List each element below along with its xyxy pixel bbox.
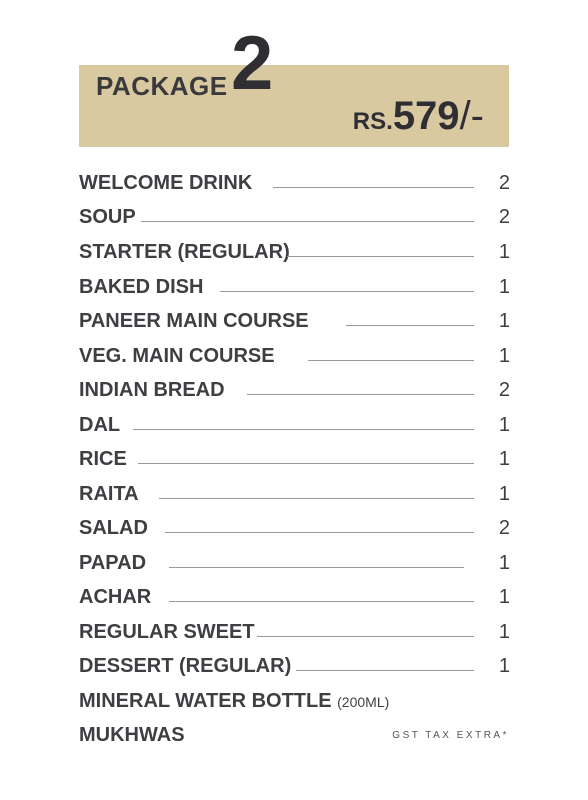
menu-item <box>79 413 510 437</box>
package-number: 2 <box>231 21 274 106</box>
menu-item-name: REGULAR SWEET <box>79 621 255 643</box>
leader-line <box>169 567 464 568</box>
menu-item <box>79 482 510 506</box>
menu-item <box>79 585 510 609</box>
menu-item-name: PANEER MAIN COURSE <box>79 310 309 332</box>
menu-item <box>79 309 510 333</box>
menu-item <box>79 551 510 575</box>
menu-item-qty: 1 <box>498 586 510 608</box>
price-suffix: /- <box>459 94 484 138</box>
menu-item <box>79 378 510 402</box>
menu-item-qty: 1 <box>498 552 510 574</box>
menu-item-qty: 1 <box>498 483 510 505</box>
menu-item-qty: 1 <box>498 414 510 436</box>
menu-item-name: STARTER (REGULAR) <box>79 241 290 263</box>
menu-item-name: RICE <box>79 448 127 470</box>
menu-item-name: DESSERT (REGULAR) <box>79 655 292 677</box>
menu-item-qty: 1 <box>498 345 510 367</box>
menu-item <box>79 516 510 540</box>
menu-item-qty: 1 <box>498 310 510 332</box>
leader-line <box>138 463 474 464</box>
menu-item <box>79 620 510 644</box>
leader-line <box>287 256 474 257</box>
menu-item-name: DAL <box>79 414 121 436</box>
leader-line <box>133 429 474 430</box>
menu-item-qty: 1 <box>498 276 510 298</box>
menu-item-name: WELCOME DRINK <box>79 172 253 194</box>
menu-item-name: VEG. MAIN COURSE <box>79 345 275 367</box>
menu-item-qty: 1 <box>498 621 510 643</box>
extra-item-note: (200ML) <box>337 694 390 710</box>
menu-item <box>79 654 510 678</box>
menu-item <box>79 344 510 368</box>
leader-line <box>273 187 474 188</box>
leader-line <box>257 636 474 637</box>
gst-note: GST TAX EXTRA* <box>392 730 509 741</box>
menu-item-name: RAITA <box>79 483 139 505</box>
package-price <box>353 96 484 136</box>
menu-item-qty: 1 <box>498 448 510 470</box>
menu-item <box>79 240 510 264</box>
menu-item-qty: 1 <box>498 655 510 677</box>
menu-item-qty: 1 <box>498 241 510 263</box>
extra-item-label: MINERAL WATER BOTTLE <box>79 690 332 712</box>
leader-line <box>296 670 474 671</box>
price-amount: 579 <box>392 94 460 138</box>
menu-item-name: INDIAN BREAD <box>79 379 225 401</box>
menu-item-name: ACHAR <box>79 586 152 608</box>
menu-item-qty: 2 <box>498 172 510 194</box>
extra-item <box>79 689 510 713</box>
menu-item <box>79 171 510 195</box>
leader-line <box>159 498 474 499</box>
menu-item-qty: 2 <box>498 379 510 401</box>
leader-line <box>346 325 474 326</box>
leader-line <box>220 291 474 292</box>
leader-line <box>165 532 474 533</box>
extra-item-name <box>79 689 389 714</box>
leader-line <box>169 601 474 602</box>
menu-item-name: SOUP <box>79 206 136 228</box>
menu-item-qty: 2 <box>498 206 510 228</box>
extra-item-name: MUKHWAS <box>79 724 185 746</box>
menu-item-name: PAPAD <box>79 552 147 574</box>
package-label: PACKAGE <box>96 71 228 101</box>
leader-line <box>308 360 474 361</box>
menu-item-name: BAKED DISH <box>79 276 204 298</box>
menu-item-qty: 2 <box>498 517 510 539</box>
leader-line <box>247 394 474 395</box>
menu-item <box>79 447 510 471</box>
menu-item <box>79 275 510 299</box>
menu-item <box>79 205 510 229</box>
price-currency: RS. <box>352 108 393 135</box>
menu-item-name: SALAD <box>79 517 148 539</box>
leader-line <box>141 221 474 222</box>
